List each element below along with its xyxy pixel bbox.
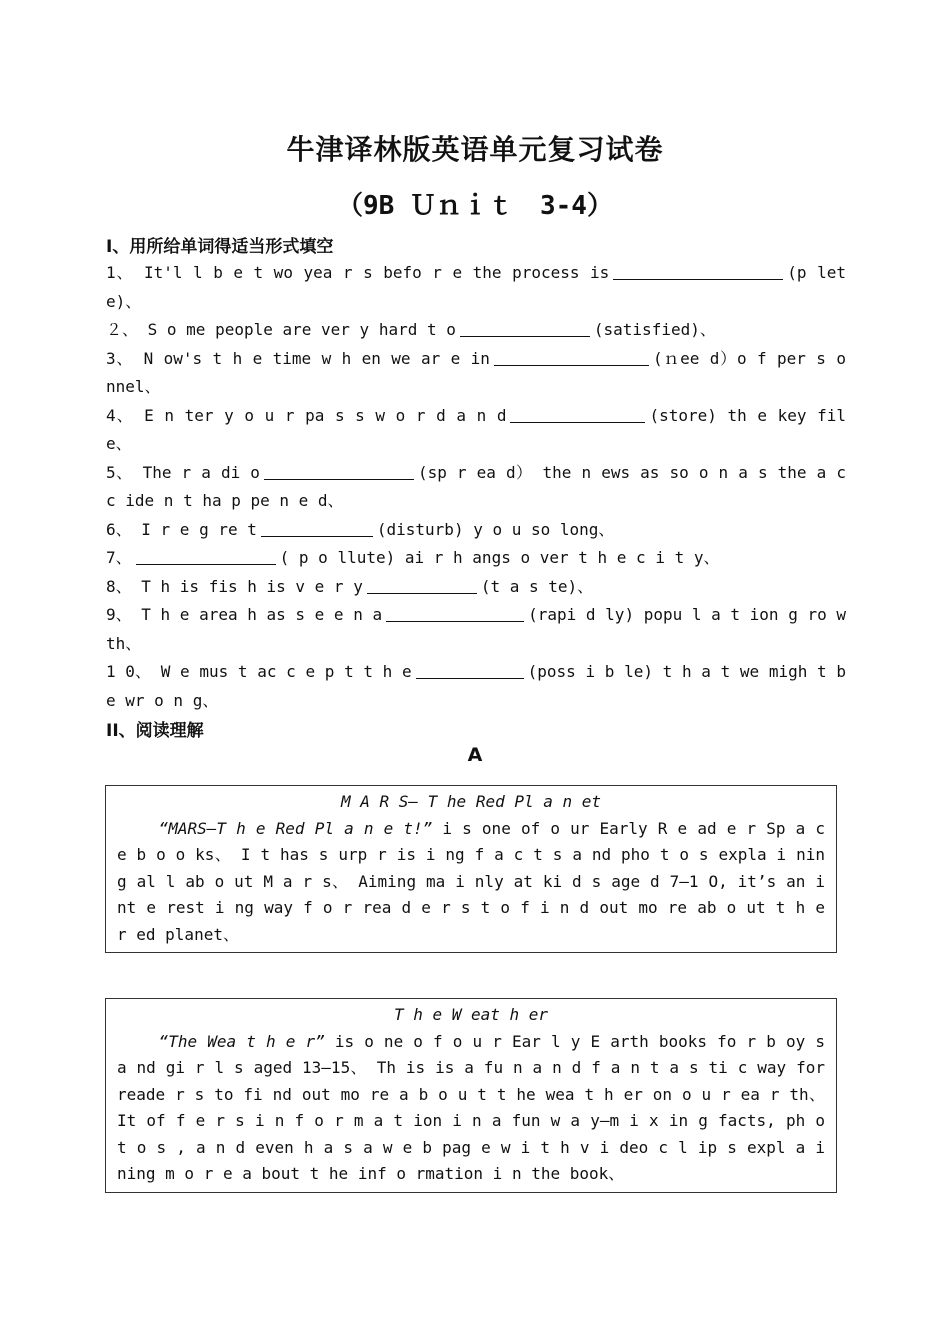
- question-9: 9、 T h e area h as s e e n a (rapi d ly) popu l a t ion g ro w th、: [106, 605, 846, 653]
- question-7: 7、 ( p o llute) ai r h angs o ver t h e c i t y、: [106, 548, 720, 567]
- question-1: 1、 It'l l b e t wo yea r s befo r e the process is (p lete)、: [106, 263, 846, 311]
- answer-blank-2[interactable]: [460, 320, 590, 337]
- passage-title: T h e W eat h er: [393, 1005, 549, 1024]
- answer-blank-5[interactable]: [264, 463, 414, 480]
- answer-blank-10[interactable]: [416, 662, 524, 679]
- question-list: [106, 259, 846, 715]
- passage-box-mars: [105, 785, 837, 953]
- passage-letter: A: [467, 744, 483, 766]
- answer-blank-1[interactable]: [613, 263, 783, 280]
- page-title: 牛津译林版英语单元复习试卷: [286, 133, 664, 166]
- answer-blank-6[interactable]: [261, 520, 373, 537]
- page-subtitle: （9B Ｕｎｉｔ 3-4）: [337, 191, 613, 221]
- answer-blank-8[interactable]: [367, 577, 477, 594]
- question-8: 8、 T h is fis h is v e r y (t a s te)、: [106, 576, 594, 596]
- question-10: 1 0、 W e mus t ac c e p t t h e (poss i b le) t h a t we migh t be wr o n g、: [106, 662, 846, 710]
- question-3: 3、 N ow's t h e time w h en we ar e in (ｎee d）o f per s o nnel、: [106, 348, 846, 396]
- answer-blank-4[interactable]: [510, 406, 645, 423]
- section2-heading: II、阅读理解: [106, 721, 204, 741]
- answer-blank-3[interactable]: [494, 349, 649, 366]
- answer-blank-7[interactable]: [136, 548, 276, 565]
- passage-box-weather: [105, 998, 837, 1193]
- question-4: 4、 E n ter y o u r pa s s w o r d a n d (store) th e key file、: [106, 405, 846, 453]
- passage-body: “The Wea t h e r” is o ne o f o u r Ear l y E arth books fo r b oy s a nd gi r l s aged 13—15、 Th is is a fu n a n d f a n t a s ti c way for reade r s to fi nd out mo re a b o u t t he wea t h er on o u r ea r th、 It of f e r s i n f o r m a t ion i n a fun w a y—m i x in g facts, ph o t o s , a n d even h a s a w e b pag e w i t h v i deo c l ip s expl a i ning m o r e a bout t he inf o rmation i n the book、: [117, 1031, 825, 1183]
- question-2: ２、 S o me people are ver y hard t o (satisfied)、: [106, 320, 716, 339]
- answer-blank-9[interactable]: [386, 605, 524, 622]
- question-6: 6、 I r e g re t (disturb) y o u so long、: [106, 519, 615, 539]
- section1-heading: I、用所给单词得适当形式填空: [106, 237, 334, 257]
- question-5: 5、 The r a di o (sp r ea d） the n ews as so o n a s the a c c ide n t ha p pe n e d、: [106, 462, 846, 510]
- passage-body: “MARS—T h e Red Pl a n e t!” i s one of o ur Early R e ad e r Sp a c e b o o ks、 I t has s urp r is i ng f a c t s a nd pho t o s expla i ning al l ab o ut M a r s、 Aiming ma i nly at ki d s age d 7—1 O, it’s an i nt e rest i ng way f o r rea d e r s t o f i n d out mo re ab o ut t h e r ed planet、: [117, 818, 826, 944]
- passage-title: M A R S— T he Red Pl a n et: [340, 792, 602, 811]
